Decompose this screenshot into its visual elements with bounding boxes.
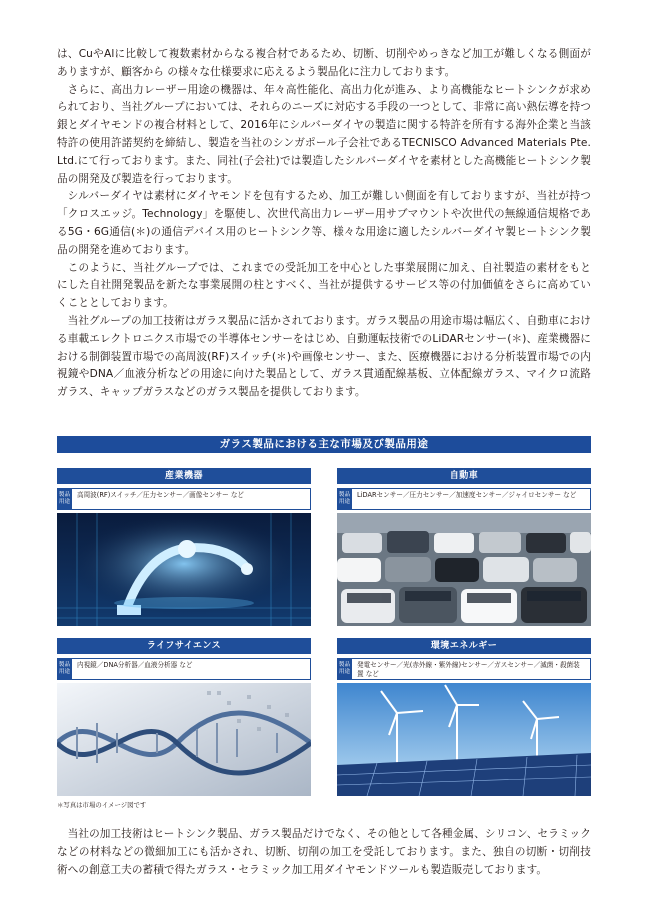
panel-title: 環境エネルギー — [337, 638, 591, 654]
section-banner: ガラス製品における主な市場及び製品用途 — [57, 436, 591, 453]
paragraph-1: は、CuやAlに比較して複数素材からなる複合材であるため、切断、切削やめっきなど加工が難しくなる側面がありますが、顧客から の様々な仕様要求に応えるよう製品化に注力しております。 — [57, 48, 591, 78]
usage-tag-line-1: 製品 — [338, 662, 351, 668]
energy-photo — [337, 683, 591, 796]
panel-title: 自動車 — [337, 468, 591, 484]
usage-tag — [57, 488, 72, 510]
usage-tag-line-2: 用途 — [58, 669, 71, 675]
usage-tag-line-2: 用途 — [58, 499, 71, 505]
panel-environment-energy — [337, 638, 591, 796]
paragraph-3: シルバーダイヤは素材にダイヤモンドを包有するため、加工が難しい側面を有しておりますが、当社が持つ「クロスエッジ。Technology」を駆使し、次世代高出力レーザー用サブマウントや次世代の無線通信規格である5G・6G通信(＊)の通信デバイス用のヒートシンク等、様々な用途に適したシルバーダイヤ製ヒートシンク製品の開発を進めております。 — [57, 190, 591, 256]
industrial-photo — [57, 513, 311, 626]
usage-text: LiDARセンサー／圧力センサー／加速度センサー／ジャイロセンサー など — [352, 488, 591, 510]
panel-industrial — [57, 468, 311, 626]
life-science-photo — [57, 683, 311, 796]
panel-title: 産業機器 — [57, 468, 311, 484]
paragraph-4: このように、当社グループでは、これまでの受託加工を中心とした事業展開に加え、自社製造の素材をもとにした自社開発製品を新たな事業展開の柱とすべく、当社が提供するサービス等の付加価値をさらに高めていくこととしております。 — [57, 261, 591, 310]
paragraph-5: 当社グループの加工技術はガラス製品に活かされております。ガラス製品の用途市場は幅広く、自動車における車載エレクトロニクス市場での半導体センサーをはじめ、自動運転技術でのLiDARセンサー(＊)、産業機器における制御装置市場での高周波(RF)スイッチ(＊)や画像センサー、また、医療機器における分析装置市場での内視鏡やDNA／血液分析などの用途に向けた製品として、ガラス貫通配線基板、立体配線ガラス、マイクロ流路ガラス、キャップガラスなどのガラス製品を提供しております。 — [57, 314, 591, 399]
wind-solar-image — [337, 683, 591, 796]
robot-arm-image — [57, 513, 311, 626]
usage-tag — [337, 658, 352, 680]
usage-tag-line-1: 製品 — [58, 662, 71, 668]
photo-note: ＊写真は市場のイメージ図です — [57, 801, 147, 809]
usage-tag — [337, 488, 352, 510]
usage-row — [57, 658, 311, 680]
usage-row — [337, 488, 591, 510]
body-text — [57, 46, 591, 402]
panel-life-science — [57, 638, 311, 796]
usage-text: 内視鏡／DNA分析器／血液分析器 など — [72, 658, 311, 680]
usage-text: 高周波(RF)スイッチ／圧力センサー／画像センサー など — [72, 488, 311, 510]
parked-cars-image — [337, 513, 591, 626]
usage-row — [57, 488, 311, 510]
panel-title: ライフサイエンス — [57, 638, 311, 654]
usage-tag-line-1: 製品 — [58, 492, 71, 498]
usage-tag-line-1: 製品 — [338, 492, 351, 498]
usage-row — [337, 658, 591, 680]
usage-tag-line-2: 用途 — [338, 669, 351, 675]
closing-text — [57, 826, 591, 879]
dna-helix-image — [57, 683, 311, 796]
closing-paragraph: 当社の加工技術はヒートシンク製品、ガラス製品だけでなく、その他として各種金属、シリコン、セラミックなどの材料などの微細加工にも活かされ、切断、切削の加工を受託しております。また、独自の切断・切削技術への創意工夫の蓄積で得たガラス・セラミック加工用ダイヤモンドツールも製造販売しております。 — [57, 828, 591, 876]
automotive-photo — [337, 513, 591, 626]
usage-text: 発電センサー／光(赤外線・紫外線)センサー／ガスセンサー／滅菌・殺菌装置 など — [352, 658, 591, 680]
usage-tag-line-2: 用途 — [338, 499, 351, 505]
paragraph-2: さらに、高出力レーザー用途の機器は、年々高性能化、高出力化が進み、より高機能なヒートシンクが求められており、当社グループにおいては、それらのニーズに対応する手段の一つとして、非常に高い熱伝導を持つ銀とダイヤモンドの複合材料として、2016年にシルバーダイヤの製造に関する特許を所有する海外企業と当該特許の使用許諾契約を締結し、製造を当社のシンガポール子会社であるTECNISCO Advanced Materials Pte. Ltd.にて行っております。また、同社(子会社)では製造したシルバーダイヤを素材とした高機能ヒートシンク製品の開発及び製造を行っております。 — [57, 83, 591, 185]
usage-tag — [57, 658, 72, 680]
panel-automotive — [337, 468, 591, 626]
